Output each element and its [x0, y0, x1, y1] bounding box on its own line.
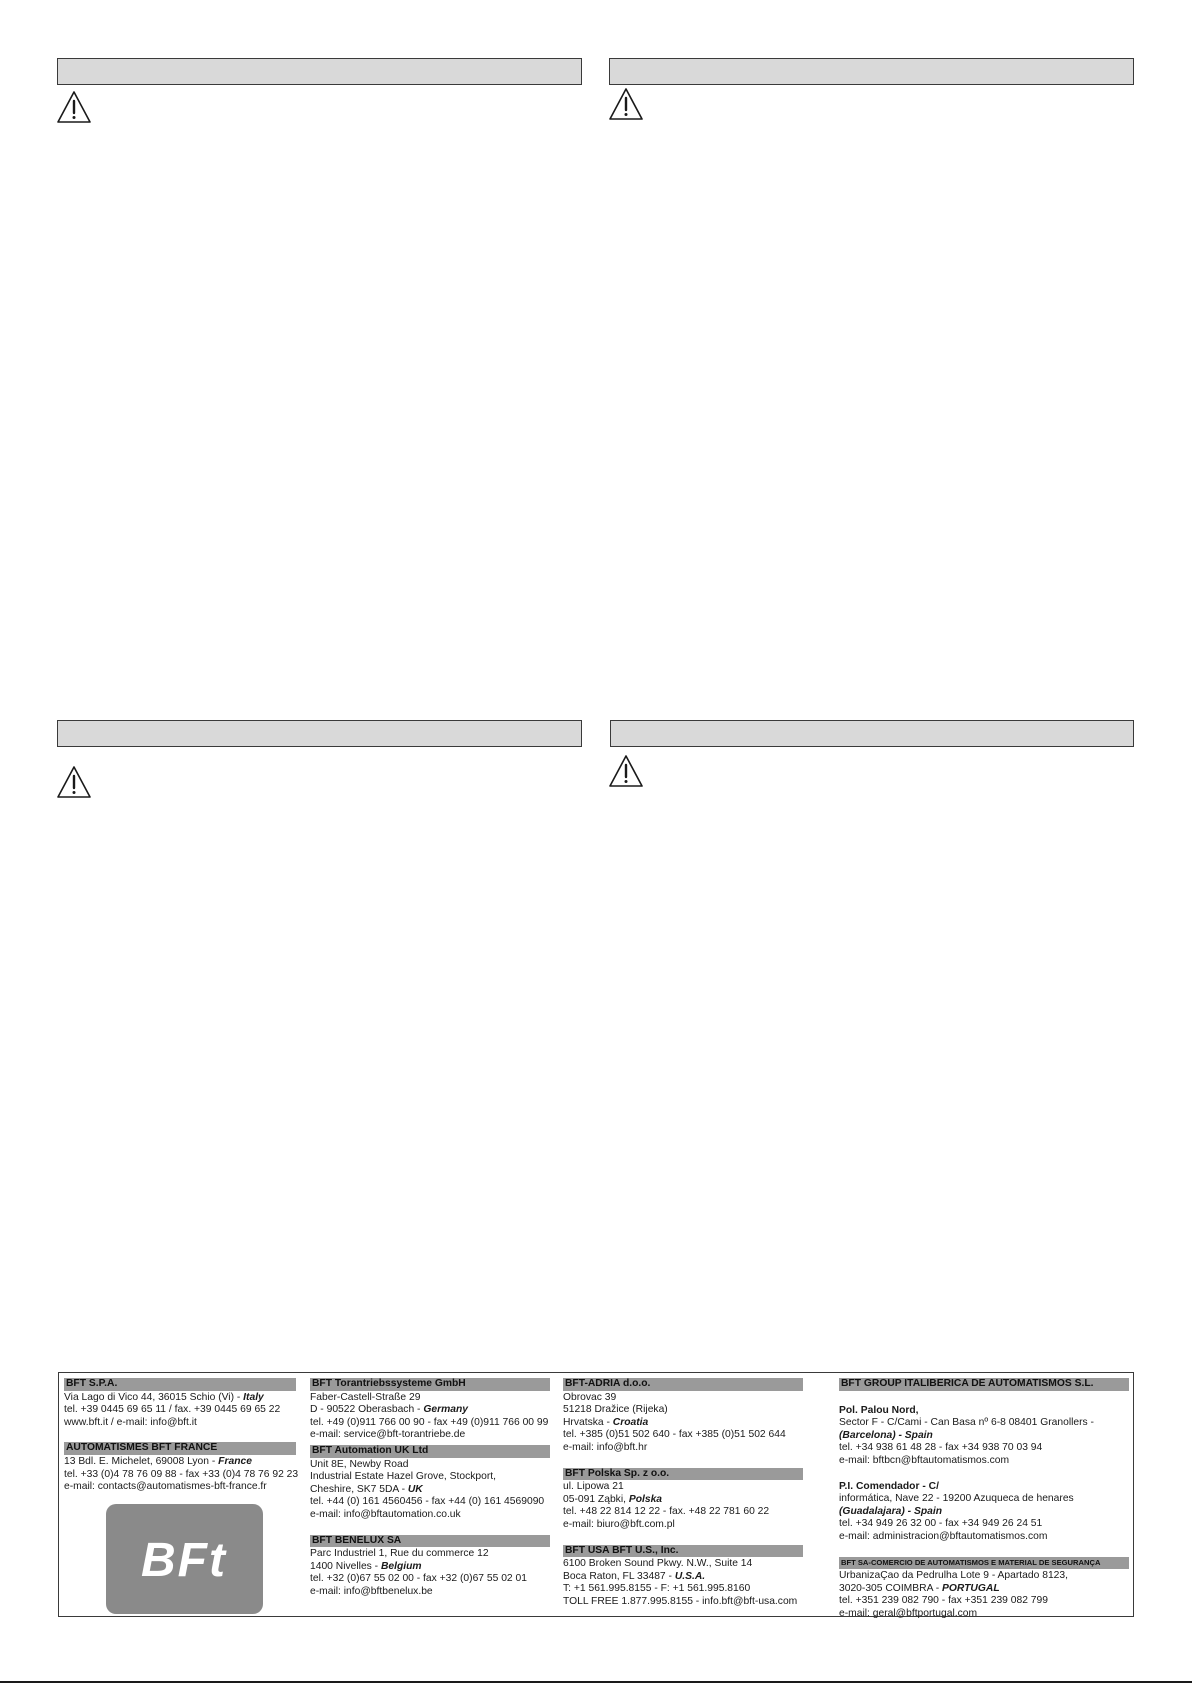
email-line: e-mail: biuro@bft.com.pl [563, 1518, 675, 1530]
company-name: BFT GROUP ITALIBERICA DE AUTOMATISMOS S.L. [839, 1378, 1129, 1391]
bft-logo [106, 1504, 263, 1614]
address-line: Faber-Castell-Straße 29 [310, 1391, 421, 1403]
email-line: e-mail: contacts@automatismes-bft-france.fr [64, 1481, 267, 1493]
bottom-rule [0, 1681, 1192, 1683]
phone-line: tel. +49 (0)911 766 00 90 - fax +49 (0)911 766 00 99 [310, 1416, 549, 1428]
address-column-1 [64, 1378, 299, 1587]
section-header-bar-bottom-left [57, 720, 582, 747]
email-line: e-mail: info@bftautomation.co.uk [310, 1508, 461, 1520]
web-email-line: www.bft.it / e-mail: info@bft.it [64, 1416, 197, 1428]
branch-title: Pol. Palou Nord, [839, 1404, 919, 1416]
address-line: Cheshire, SK7 5DA - UK [310, 1483, 423, 1495]
warning-icon [608, 87, 644, 121]
company-name: BFT SA-COMERCIO DE AUTOMATISMOS E MATERIAL DE SEGURANÇA [839, 1557, 1129, 1570]
address-line: 6100 Broken Sound Pkwy. N.W., Suite 14 [563, 1558, 753, 1570]
address-line: Obrovac 39 [563, 1391, 617, 1403]
address-line: Hrvatska - Croatia [563, 1416, 649, 1428]
phone-line: tel. +34 949 26 32 00 - fax +34 949 26 24 51 [839, 1518, 1043, 1530]
warning-icon [56, 765, 92, 799]
address-line: D - 90522 Oberasbach - Germany [310, 1404, 468, 1416]
warning-icon [608, 754, 644, 788]
phone-line: tel. +44 (0) 161 4560456 - fax +44 (0) 161 4569090 [310, 1496, 545, 1508]
address-column-2 [310, 1378, 550, 1599]
company-name: BFT-ADRIA d.o.o. [563, 1378, 803, 1391]
region-line: (Barcelona) - Spain [839, 1429, 933, 1441]
phone-line: tel. +33 (0)4 78 76 09 88 - fax +33 (0)4 78 76 92 23 [64, 1468, 299, 1480]
phone-line: tel. +34 938 61 48 28 - fax +34 938 70 03 94 [839, 1442, 1043, 1454]
address-line: Industrial Estate Hazel Grove, Stockport, [310, 1471, 496, 1483]
phone-line: tel. +48 22 814 12 22 - fax. +48 22 781 60 22 [563, 1506, 770, 1518]
address-line: Parc Industriel 1, Rue du commerce 12 [310, 1548, 489, 1560]
address-line: UrbanizaÇao da Pedrulha Lote 9 - Apartado 8123, [839, 1570, 1068, 1582]
svg-text:BFt: BFt [141, 1534, 227, 1587]
company-addresses-box [58, 1372, 1134, 1617]
company-name: BFT Automation UK Ltd [310, 1445, 550, 1458]
address-line: 51218 Dražice (Rijeka) [563, 1404, 668, 1416]
phone-line: tel. +32 (0)67 55 02 00 - fax +32 (0)67 55 02 01 [310, 1573, 527, 1585]
branch-title: P.I. Comendador - C/ [839, 1480, 939, 1492]
email-line: e-mail: bftbcn@bftautomatismos.com [839, 1454, 1010, 1466]
email-line: e-mail: info@bft.hr [563, 1441, 648, 1453]
address-line: Boca Raton, FL 33487 - U.S.A. [563, 1570, 706, 1582]
email-line: e-mail: administracion@bftautomatismos.com [839, 1530, 1048, 1542]
address-column-4 [839, 1378, 1129, 1621]
address-line: Via Lago di Vico 44, 36015 Schio (Vi) - Italy [64, 1391, 264, 1403]
phone-email-line: TOLL FREE 1.877.995.8155 - info.bft@bft-usa.com [563, 1595, 798, 1607]
warning-icon [56, 90, 92, 124]
email-line: e-mail: service@bft-torantriebe.de [310, 1429, 466, 1441]
section-header-bar-top-left [57, 58, 582, 85]
address-line: 05-091 Ząbki, Polska [563, 1493, 663, 1505]
address-line: 13 Bdl. E. Michelet, 69008 Lyon - France [64, 1455, 252, 1467]
company-name: BFT USA BFT U.S., Inc. [563, 1545, 803, 1558]
company-name: BFT S.P.A. [64, 1378, 296, 1391]
region-line: (Guadalajara) - Spain [839, 1505, 942, 1517]
section-header-bar-bottom-right [610, 720, 1134, 747]
company-name: BFT BENELUX SA [310, 1535, 550, 1548]
phone-line: tel. +385 (0)51 502 640 - fax +385 (0)51 502 644 [563, 1429, 786, 1441]
bft-logo-icon [106, 1504, 263, 1614]
company-name: BFT Torantriebssysteme GmbH [310, 1378, 550, 1391]
address-line: 3020-305 COIMBRA - PORTUGAL [839, 1582, 1000, 1594]
company-name: AUTOMATISMES BFT FRANCE [64, 1442, 296, 1455]
address-line: informática, Nave 22 - 19200 Azuqueca de henares [839, 1493, 1074, 1505]
phone-line: tel. +351 239 082 790 - fax +351 239 082 799 [839, 1595, 1048, 1607]
address-column-3 [563, 1378, 803, 1609]
address-line: Unit 8E, Newby Road [310, 1458, 409, 1470]
section-header-bar-top-right [609, 58, 1134, 85]
email-line: e-mail: geral@bftportugal.com [839, 1607, 978, 1619]
address-line: Sector F - C/Cami - Can Basa nº 6-8 08401 Granollers - [839, 1417, 1094, 1429]
company-name: BFT Polska Sp. z o.o. [563, 1468, 803, 1481]
phone-line: tel. +39 0445 69 65 11 / fax. +39 0445 69 65 22 [64, 1404, 281, 1416]
email-line: e-mail: info@bftbenelux.be [310, 1585, 433, 1597]
address-line: 1400 Nivelles - Belgium [310, 1560, 422, 1572]
address-line: ul. Lipowa 21 [563, 1481, 624, 1493]
phone-line: T: +1 561.995.8155 - F: +1 561.995.8160 [563, 1583, 751, 1595]
